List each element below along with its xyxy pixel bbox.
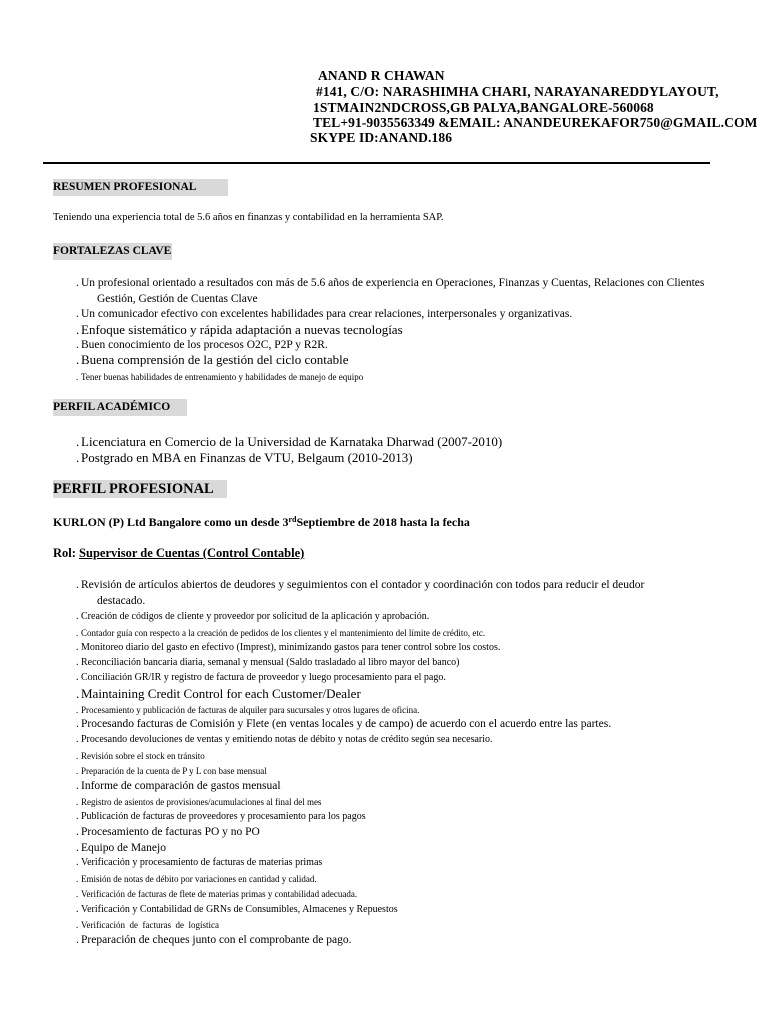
role-label: Rol: bbox=[53, 546, 80, 560]
list-item-text: Tener buenas habilidades de entrenamiento y habilidades de manejo de equipo bbox=[81, 372, 364, 382]
list-item-text: Creación de códigos de cliente y proveedor por solicitud de la aplicación y aprobación. bbox=[81, 611, 430, 622]
list-item-text: Informe de comparación de gastos mensual bbox=[81, 780, 281, 792]
list-item-text: Maintaining Credit Control for each Customer/Dealer bbox=[81, 686, 361, 701]
list-item-text: Un comunicador efectivo con excelentes habilidades para crear relaciones, interpersonales y organizativas. bbox=[81, 308, 573, 320]
list-item-text: Procesamiento de facturas PO y no PO bbox=[81, 826, 260, 838]
list-item-text: Conciliación GR/IR y registro de factura de proveedor y luego procesamiento para el pago. bbox=[81, 672, 446, 683]
job-line bbox=[53, 515, 470, 530]
section-academico-title: PERFIL ACADÉMICO bbox=[53, 399, 187, 416]
list-item-text: Procesamiento y publicación de facturas de alquiler para sucursales y otros lugares de oficina. bbox=[81, 705, 420, 715]
list-item-text: Buena comprensión de la gestión del ciclo contable bbox=[81, 352, 349, 367]
list-item-text: Reconciliación bancaria diaria, semanal y mensual (Saldo trasladado al libro mayor del banco) bbox=[81, 657, 460, 668]
section-fortalezas-title: FORTALEZAS CLAVE bbox=[53, 243, 172, 260]
list-item-text: Procesando devoluciones de ventas y emitiendo notas de débito y notas de crédito según sea necesario. bbox=[81, 734, 493, 745]
list-item-text: Buen conocimiento de los procesos O2C, P2P y R2R. bbox=[81, 339, 328, 351]
list-item-text: Equipo de Manejo bbox=[81, 842, 166, 854]
list-item-text: destacado. bbox=[97, 594, 146, 607]
skype-line: SKYPE ID:ANAND.186 bbox=[310, 130, 453, 145]
list-item-text: Verificación de facturas de flete de materias primas y contabilidad adecuada. bbox=[81, 889, 358, 899]
list-item-text: Monitoreo diario del gasto en efectivo (Imprest), minimizando gastos para tener control sobre los costos. bbox=[81, 642, 501, 653]
list-item-text: Revisión sobre el stock en tránsito bbox=[81, 751, 205, 761]
list-item-text: Verificación y Contabilidad de GRNs de Consumibles, Almacenes y Repuestos bbox=[81, 904, 398, 915]
job-date-suffix: rd bbox=[288, 515, 297, 524]
list-item-text: Preparación de la cuenta de P y L con base mensual bbox=[81, 766, 267, 776]
list-item-text: Postgrado en MBA en Finanzas de VTU, Belgaum (2010-2013) bbox=[81, 450, 413, 465]
address-line-1: #141, C/O: NARASHIMHA CHARI, NARAYANAREDDYLAYOUT, bbox=[316, 84, 719, 99]
contact-line: TEL+91-9035563349 &EMAIL: ANANDEUREKAFOR750@GMAIL.COM bbox=[313, 115, 758, 130]
section-profesional-title: PERFIL PROFESIONAL bbox=[53, 480, 227, 498]
list-item-text: Procesando facturas de Comisión y Flete (en ventas locales y de campo) de acuerdo con el acuerdo entre las partes. bbox=[81, 718, 612, 730]
list-item-text: Revisión de artículos abiertos de deudores y seguimientos con el contador y coordinación con todos para reducir el deudor bbox=[81, 579, 645, 591]
list-item-text: Verificación de facturas de logística bbox=[81, 920, 219, 930]
list-item-text: Registro de asientos de provisiones/acumulaciones al final del mes bbox=[81, 797, 322, 807]
list-item-text: Verificación y procesamiento de facturas de materias primas bbox=[81, 857, 323, 868]
resumen-text: Teniendo una experiencia total de 5.6 años en finanzas y contabilidad en la herramienta SAP. bbox=[53, 212, 444, 223]
list-item-text: Preparación de cheques junto con el comprobante de pago. bbox=[81, 934, 352, 946]
header-divider bbox=[43, 162, 710, 164]
address-line-2: 1STMAIN2NDCROSS,GB PALYA,BANGALORE-560068 bbox=[313, 100, 654, 115]
job-date-text: Septiembre de 2018 hasta la fecha bbox=[296, 515, 470, 529]
list-item-text: Publicación de facturas de proveedores y procesamiento para los pagos bbox=[81, 811, 366, 822]
job-company-text: KURLON (P) Ltd Bangalore como un desde 3 bbox=[53, 515, 289, 529]
list-item-text: Gestión, Gestión de Cuentas Clave bbox=[97, 292, 258, 305]
role-line bbox=[53, 546, 304, 561]
list-item-text: Emisión de notas de débito por variaciones en cantidad y calidad. bbox=[81, 874, 317, 884]
list-item-text: Contador guía con respecto a la creación de pedidos de los clientes y el mantenimiento del límite de crédito, etc. bbox=[81, 628, 486, 638]
role-value: Supervisor de Cuentas (Control Contable) bbox=[79, 546, 305, 560]
list-item-text: Licenciatura en Comercio de la Universidad de Karnataka Dharwad (2007-2010) bbox=[81, 434, 503, 449]
candidate-name: ANAND R CHAWAN bbox=[318, 68, 445, 83]
list-item-text: Un profesional orientado a resultados con más de 5.6 años de experiencia en Operaciones, Finanzas y Cuentas, Relaciones con Clientes bbox=[81, 277, 705, 289]
list-item-text: Enfoque sistemático y rápida adaptación a nuevas tecnologías bbox=[81, 322, 403, 337]
section-resumen-title: RESUMEN PROFESIONAL bbox=[53, 179, 228, 196]
